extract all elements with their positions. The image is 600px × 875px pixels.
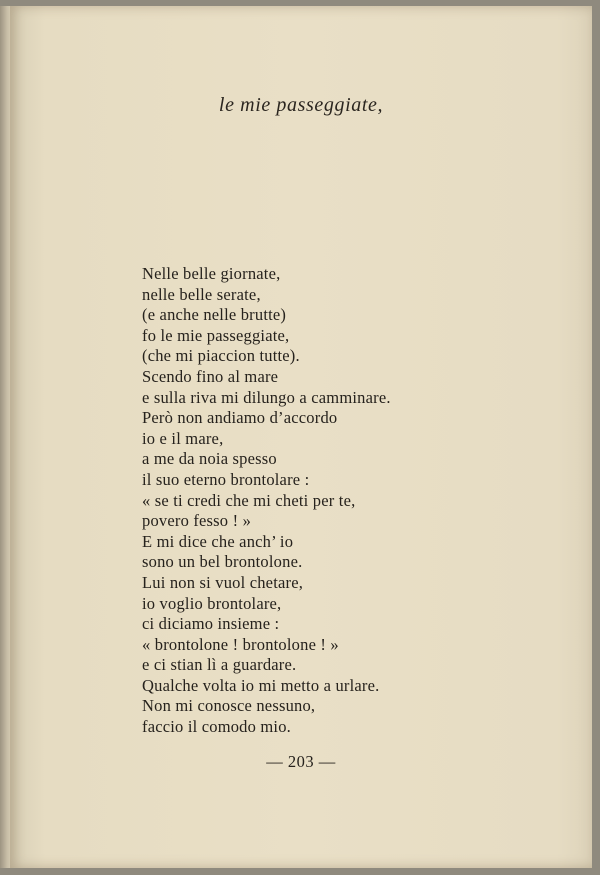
poem-line: e sulla riva mi dilungo a camminare. — [142, 387, 391, 407]
poem-body — [142, 264, 562, 738]
poem-line: povero fesso ! » — [142, 511, 252, 531]
poem-line: Non mi conosce nessuno, — [142, 696, 316, 716]
poem-line: e ci stian lì a guardare. — [142, 655, 297, 675]
poem-line: ci diciamo insieme : — [142, 614, 280, 634]
poem-line: (che mi piaccion tutte). — [142, 346, 300, 366]
poem-line: E mi dice che anch’ io — [142, 531, 294, 551]
poem-line: Però non andiamo d’accordo — [142, 408, 338, 428]
poem-line: Scendo fino al mare — [142, 366, 279, 386]
book-page — [10, 6, 592, 868]
poem-line: (e anche nelle brutte) — [142, 305, 287, 325]
poem-line: fo le mie passeggiate, — [142, 325, 290, 345]
poem-line: Nelle belle giornate, — [142, 264, 281, 283]
poem-line: io voglio brontolare, — [142, 593, 282, 613]
poem-line: il suo eterno brontolare : — [142, 469, 310, 489]
poem-line: a me da noia spesso — [142, 449, 277, 469]
page-number: — 203 — — [266, 752, 336, 771]
poem-line: Qualche volta io mi metto a urlare. — [142, 675, 380, 695]
poem-title: le mie passeggiate, — [218, 94, 384, 116]
poem-line: « se ti credi che mi cheti per te, — [142, 490, 356, 510]
poem-line: io e il mare, — [142, 428, 224, 448]
poem-line: Lui non si vuol chetare, — [142, 572, 304, 592]
poem-line: « brontolone ! brontolone ! » — [142, 634, 339, 654]
poem-line: faccio il comodo mio. — [142, 717, 291, 737]
poem-line: nelle belle serate, — [142, 284, 261, 304]
poem-line: sono un bel brontolone. — [142, 552, 303, 572]
